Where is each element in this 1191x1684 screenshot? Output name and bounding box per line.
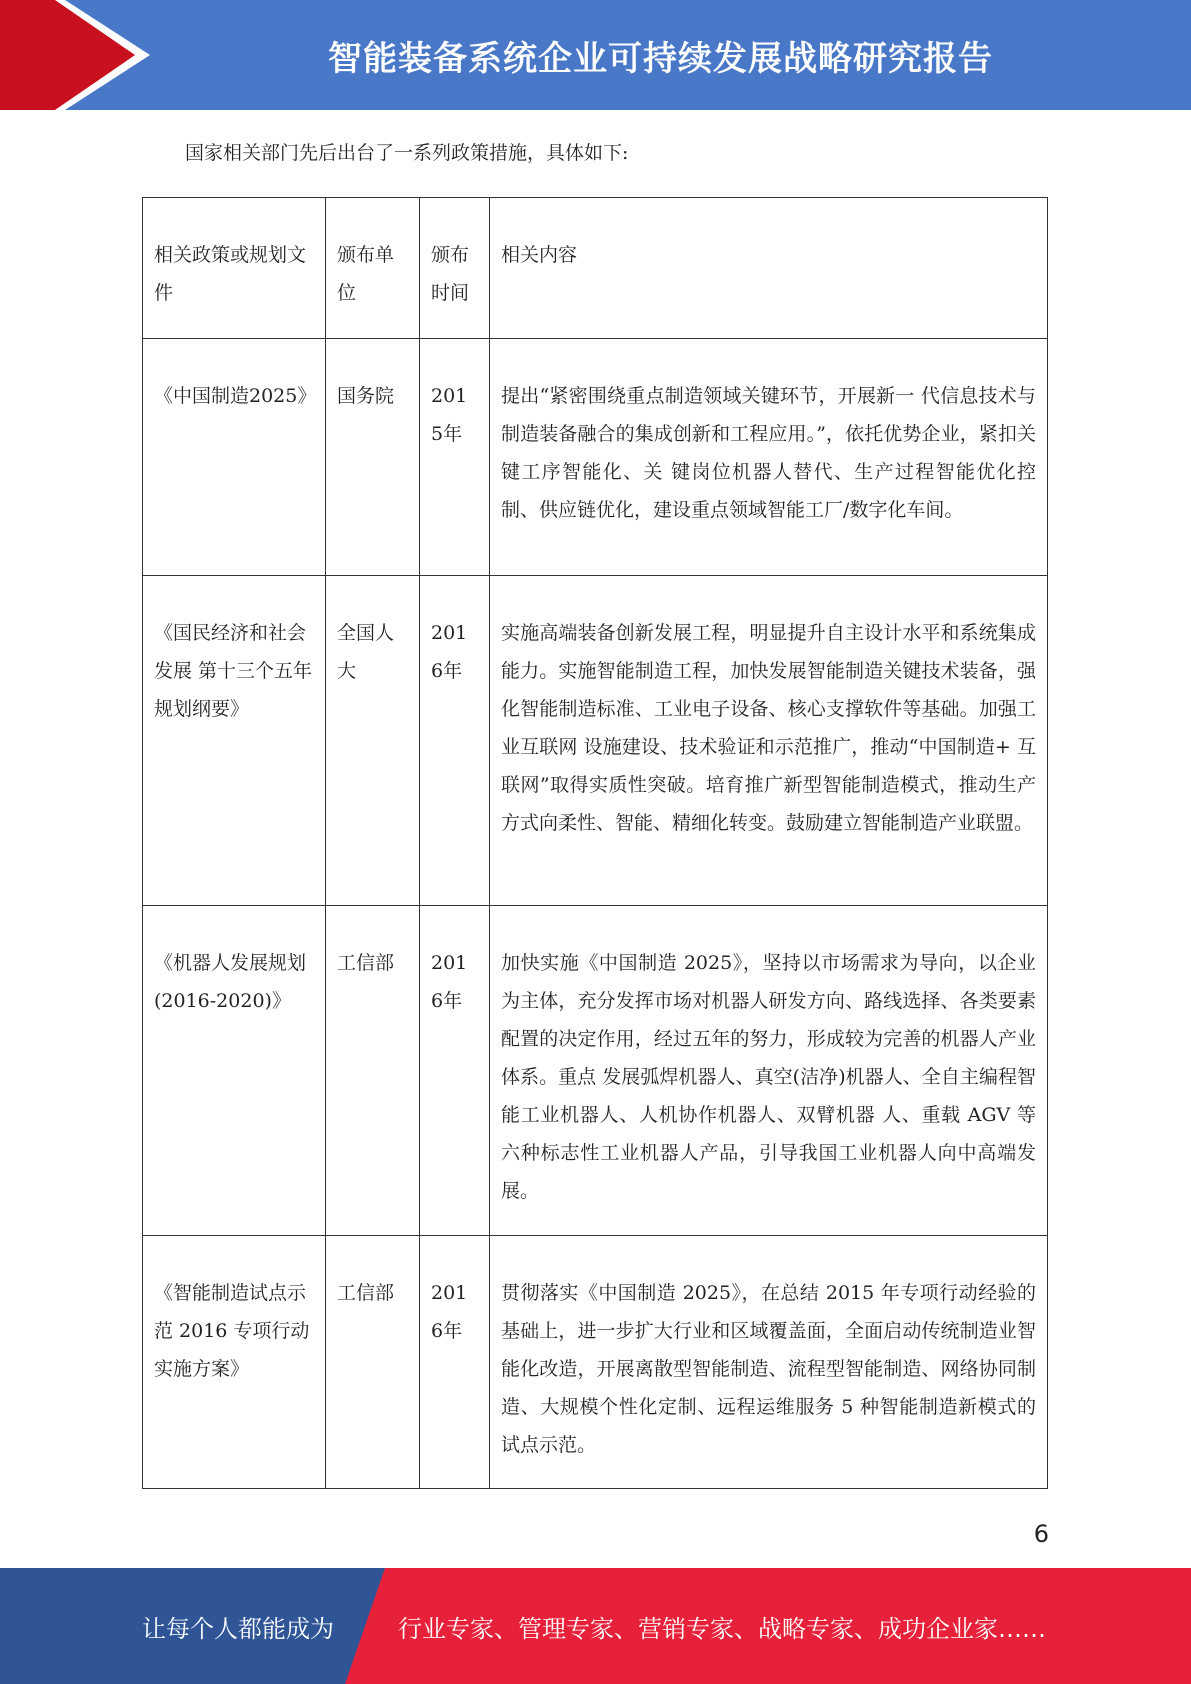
table-row	[143, 906, 1048, 1236]
page-header	[0, 0, 1191, 110]
policy-content: 提出“紧密围绕重点制造领域关键环节，开展新一 代信息技术与制造装备融合的集成创新和工程应用。”，依托优势企业，紧扣关键工序智能化、关 键岗位机器人替代、生产过程智能优化控制、供应链优化，建设重点领域智能工厂/数字化车间。	[490, 339, 1048, 576]
policy-time: 2016年	[420, 1236, 490, 1489]
policy-table	[142, 197, 1048, 1489]
policy-content: 实施高端装备创新发展工程，明显提升自主设计水平和系统集成能力。实施智能制造工程，加快发展智能制造关键技术装备，强化智能制造标准、工业电子设备、核心支撑软件等基础。加强工业互联网 设施建设、技术验证和示范推广，推动“中国制造+ 互联网”取得实质性突破。培育推广新型智能制造模式，推动生产方式向柔性、智能、精细化转变。鼓励建立智能制造产业联盟。	[490, 576, 1048, 906]
table-row	[143, 339, 1048, 576]
policy-issuer: 全国人大	[326, 576, 420, 906]
footer-slogan-left: 让每个人都能成为	[142, 1614, 334, 1643]
report-title: 智能装备系统企业可持续发展战略研究报告	[328, 38, 993, 79]
policy-name: 《国民经济和社会发展 第十三个五年规划纲要》	[143, 576, 326, 906]
policy-issuer: 工信部	[326, 1236, 420, 1489]
policy-name: 《机器人发展规划(2016-2020)》	[143, 906, 326, 1236]
policy-time: 2016年	[420, 906, 490, 1236]
policy-content: 贯彻落实《中国制造 2025》，在总结 2015 年专项行动经验的基础上，进一步扩大行业和区域覆盖面，全面启动传统制造业智能化改造，开展离散型智能制造、流程型智能制造、网络协同制造、大规模个性化定制、远程运维服务 5 种智能制造新模式的试点示范。	[490, 1236, 1048, 1489]
policy-time: 2015年	[420, 339, 490, 576]
header-issuer: 颁布单位	[326, 198, 420, 339]
header-content: 相关内容	[490, 198, 1048, 339]
policy-time: 2016年	[420, 576, 490, 906]
table-row	[143, 576, 1048, 906]
intro-paragraph: 国家相关部门先后出台了一系列政策措施，具体如下:	[185, 142, 629, 164]
table-header-row	[143, 198, 1048, 339]
table-row	[143, 1236, 1048, 1489]
header-time: 颁布时间	[420, 198, 490, 339]
policy-issuer: 工信部	[326, 906, 420, 1236]
page-number: 6	[1033, 1520, 1049, 1548]
footer-slogan-right: 行业专家、管理专家、营销专家、战略专家、成功企业家……	[398, 1614, 1046, 1643]
header-policy: 相关政策或规划文件	[143, 198, 326, 339]
policy-issuer: 国务院	[326, 339, 420, 576]
header-arrow-decoration	[0, 0, 160, 110]
policy-name: 《中国制造2025》	[143, 339, 326, 576]
policy-name: 《智能制造试点示范 2016 专项行动实施方案》	[143, 1236, 326, 1489]
policy-content: 加快实施《中国制造 2025》，坚持以市场需求为导向，以企业为主体，充分发挥市场对机器人研发方向、路线选择、各类要素配置的决定作用，经过五年的努力，形成较为完善的机器人产业体系。重点 发展弧焊机器人、真空(洁净)机器人、全自主编程智能工业机器人、人机协作机器人、双臂机器 人、重载 AGV 等六种标志性工业机器人产品，引导我国工业机器人向中高端发展。	[490, 906, 1048, 1236]
page-footer	[0, 1568, 1191, 1684]
